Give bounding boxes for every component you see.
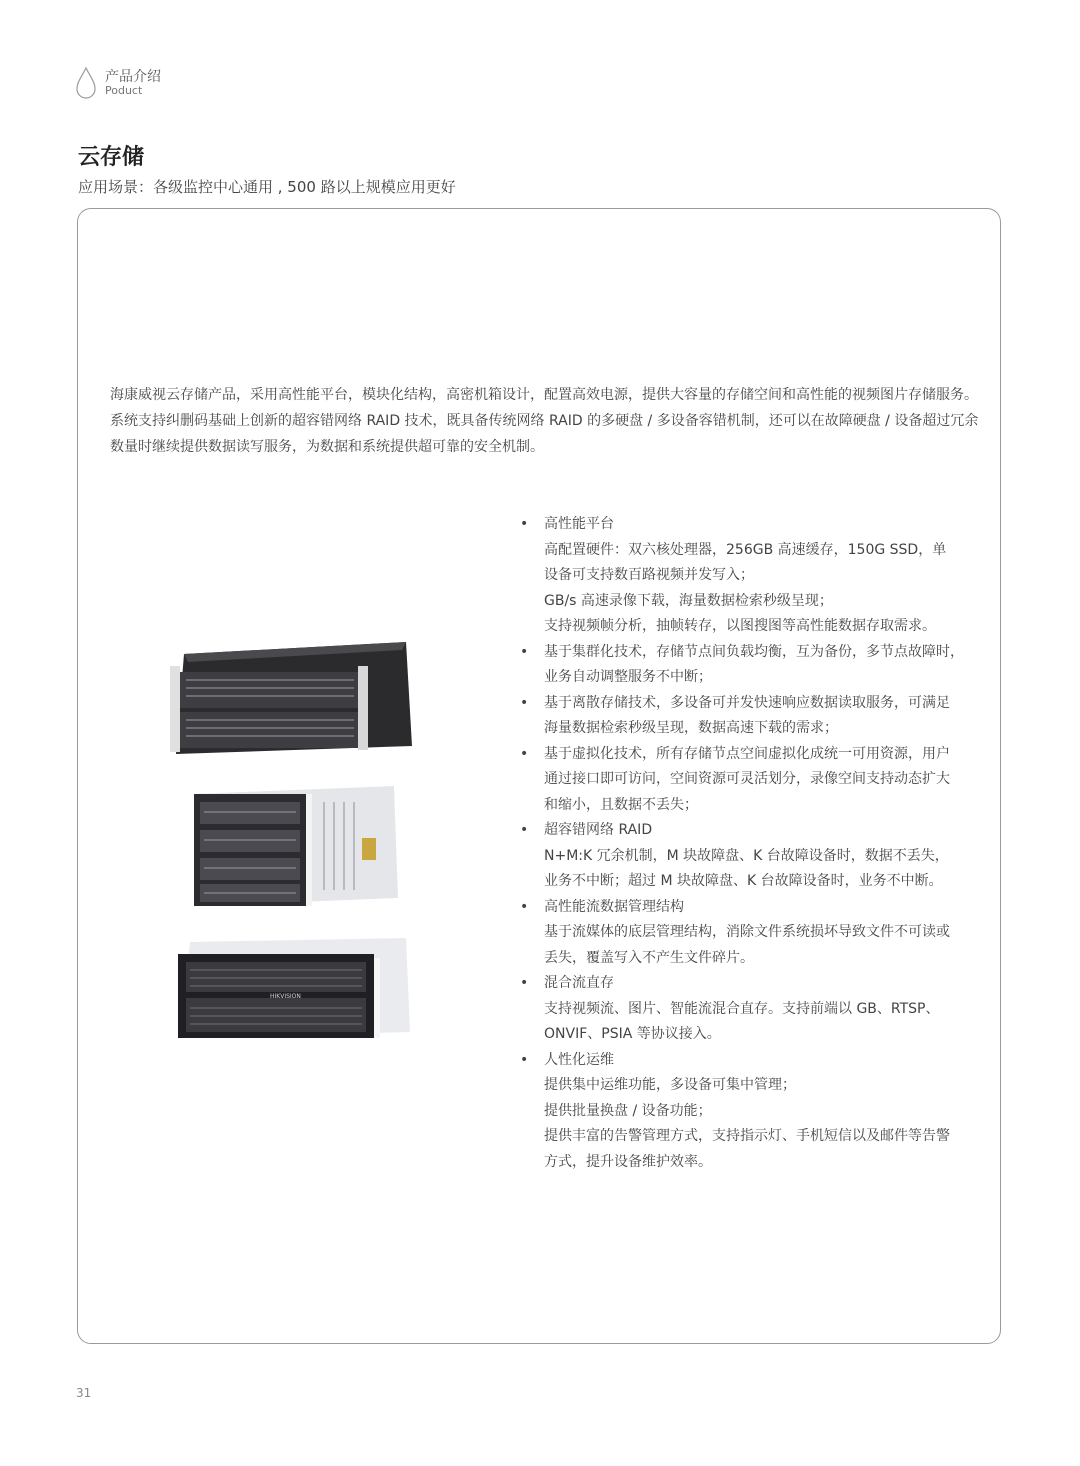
feature-text: 海量数据检索秒级呈现，数据高速下载的需求；	[544, 720, 838, 736]
feature-text: 业务不中断；超过 M 块故障盘、K 台故障设备时，业务不中断。	[544, 873, 943, 889]
feature-text: 丢失，覆盖写入不产生文件碎片。	[544, 949, 754, 966]
bullet-icon: •	[520, 975, 529, 991]
server-image-3	[170, 934, 420, 1044]
feature-text: 提供集中运维功能，多设备可集中管理；	[544, 1077, 796, 1093]
feature-heading: 高性能平台	[544, 516, 614, 532]
page-number: 31	[76, 1386, 92, 1400]
feature-text: 业务自动调整服务不中断；	[544, 669, 712, 685]
feature-text: 基于虚拟化技术，所有存储节点空间虚拟化成统一可用资源，用户	[544, 745, 950, 762]
feature-heading: 超容错网络 RAID	[544, 822, 653, 838]
feature-item	[518, 742, 978, 819]
feature-text: 基于离散存储技术，多设备可并发快速响应数据读取服务，可满足	[544, 694, 950, 711]
feature-text: N+M:K 冗余机制，M 块故障盘、K 台故障设备时，数据不丢失，	[544, 847, 949, 864]
feature-text: 方式，提升设备维护效率。	[544, 1153, 712, 1170]
feature-item	[518, 895, 978, 972]
section-label-en: Poduct	[105, 84, 143, 97]
feature-text: 通过接口即可访问，空间资源可灵活划分，录像空间支持动态扩大	[544, 771, 950, 787]
intro-line: 数量时继续提供数据读写服务，为数据和系统提供超可靠的安全机制。	[110, 439, 544, 455]
feature-text: 高配置硬件：双六核处理器，256GB 高速缓存，150G SSD，单	[544, 541, 947, 558]
feature-heading: 混合流直存	[544, 975, 614, 991]
intro-line: 系统支持纠删码基础上创新的超容错网络 RAID 技术，既具备传统网络 RAID 的多硬盘 / 多设备容错机制，还可以在故障硬盘 / 设备超过冗余	[110, 413, 979, 429]
feature-item	[518, 971, 978, 1048]
feature-text: 基于集群化技术，存储节点间负载均衡，互为备份，多节点故障时，	[544, 643, 964, 660]
bullet-icon: •	[520, 694, 529, 711]
page-subtitle: 应用场景：各级监控中心通用 , 500 路以上规模应用更好	[78, 178, 456, 196]
feature-item	[518, 818, 978, 895]
feature-text: 支持视频流、图片、智能流混合直存。支持前端以 GB、RTSP、	[544, 1000, 940, 1017]
feature-list	[518, 512, 978, 1175]
feature-item	[518, 640, 978, 691]
water-drop-icon	[76, 66, 96, 100]
feature-text: 提供批量换盘 / 设备功能；	[544, 1102, 712, 1119]
bullet-icon: •	[520, 898, 529, 915]
intro-line: 海康威视云存储产品，采用高性能平台，模块化结构，高密机箱设计，配置高效电源，提供大容量的存储空间和高性能的视频图片存储服务。	[110, 387, 978, 403]
feature-heading: 人性化运维	[544, 1051, 614, 1068]
feature-text: 提供丰富的告警管理方式，支持指示灯、手机短信以及邮件等告警	[544, 1128, 950, 1144]
feature-item	[518, 1048, 978, 1176]
server-brand-label: HIKVISION	[270, 993, 301, 1000]
bullet-icon: •	[520, 516, 529, 532]
feature-item	[518, 691, 978, 742]
feature-text: 设备可支持数百路视频并发写入；	[544, 567, 754, 583]
server-image-2	[184, 782, 404, 912]
section-label-cn: 产品介绍	[105, 69, 161, 85]
bullet-icon: •	[520, 1051, 529, 1068]
bullet-icon: •	[520, 643, 529, 660]
feature-text: ONVIF、PSIA 等协议接入。	[544, 1026, 721, 1042]
feature-text: GB/s 高速录像下载，海量数据检索秒级呈现；	[544, 592, 833, 609]
feature-item	[518, 512, 978, 640]
feature-heading: 高性能流数据管理结构	[544, 898, 684, 915]
feature-text: 支持视频帧分析，抽帧转存，以图搜图等高性能数据存取需求。	[544, 618, 936, 634]
intro-paragraph	[110, 382, 980, 460]
page-title: 云存储	[78, 145, 145, 170]
feature-text: 基于流媒体的底层管理结构，消除文件系统损坏导致文件不可读或	[544, 924, 950, 940]
bullet-icon: •	[520, 822, 529, 838]
bullet-icon: •	[520, 745, 529, 762]
server-image-1	[166, 636, 416, 756]
feature-text: 和缩小，且数据不丢失；	[544, 796, 698, 813]
